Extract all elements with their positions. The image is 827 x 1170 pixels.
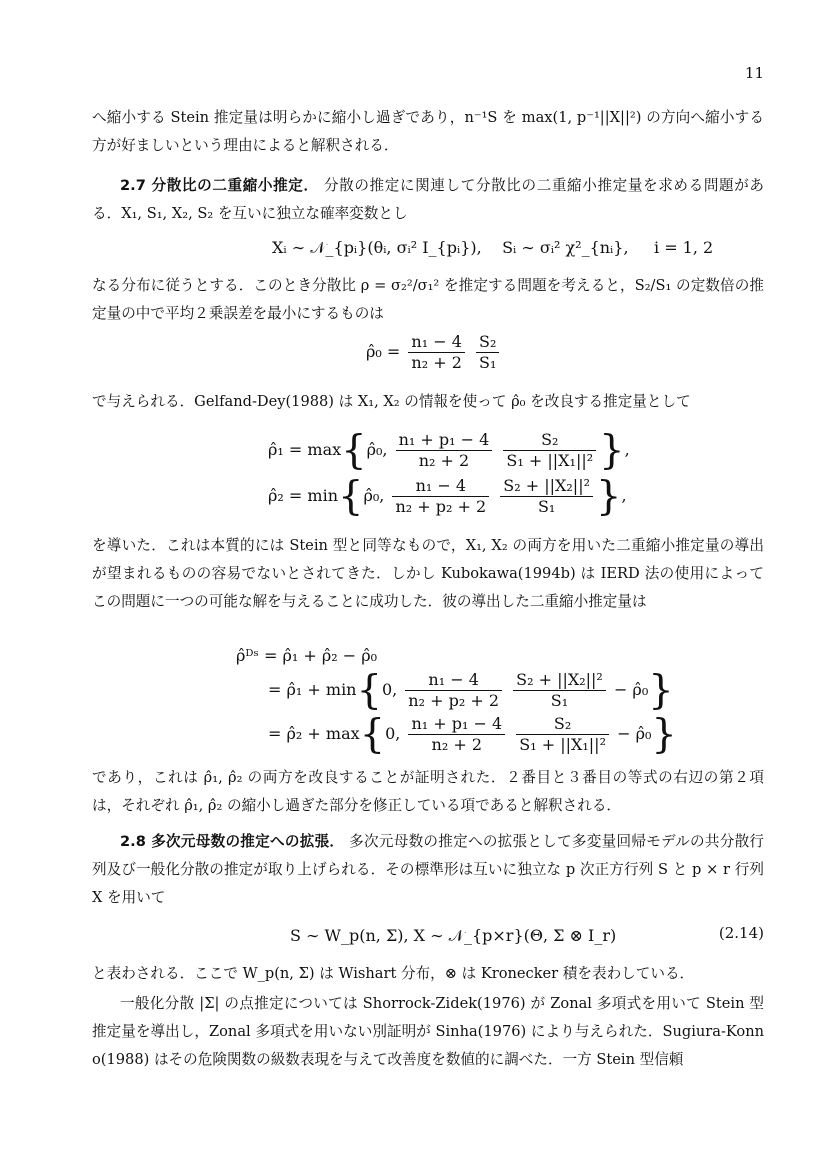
equation-ds-line3-first: 0, bbox=[385, 724, 401, 743]
equation-distribution bbox=[272, 236, 713, 260]
equation-ds-line3-lhs: = ρ̂₂ + max bbox=[268, 724, 360, 743]
fraction-denominator: S₁ bbox=[478, 353, 497, 372]
equation-ds-line1: ρ̂ᴰˢ = ρ̂₁ + ρ̂₂ − ρ̂₀ bbox=[236, 646, 378, 665]
fraction-numerator: n₁ + p₁ − 4 bbox=[396, 430, 493, 451]
equation-rho2-lhs: ρ̂₂ = min bbox=[268, 486, 338, 505]
paragraph-wishart-definition: と表わされる．ここで W_p(n, Σ) は Wishart 分布，⊗ は Kronecker 積を表わしている． bbox=[92, 965, 695, 982]
equation-rho1-first: ρ̂₀, bbox=[366, 440, 388, 459]
fraction-denominator: S₁ bbox=[537, 497, 556, 516]
fraction-denominator: S₁ + ||X₁||² bbox=[519, 735, 606, 754]
equation-ds-line2-first: 0, bbox=[381, 680, 398, 699]
fraction-numerator: n₁ − 4 bbox=[405, 670, 502, 691]
fraction-rho1-ratio bbox=[503, 430, 596, 471]
fraction-rho2-coef bbox=[392, 476, 489, 517]
equation-rho0-lhs: ρ̂₀ = bbox=[366, 342, 401, 361]
fraction-denominator: n₂ + p₂ + 2 bbox=[408, 691, 500, 710]
fraction-rho0-coef bbox=[408, 332, 464, 373]
equation-ds-line2-tail: − ρ̂₀ bbox=[613, 680, 649, 699]
equation-rho2-first: ρ̂₀, bbox=[363, 486, 385, 505]
page-number: 11 bbox=[744, 64, 764, 82]
equation-rho2: ρ̂₂ = min{ρ̂₀, $\frac{\text{n₁ − 4}}{\text{n₂ + p₂ + 2}}$ $\frac{\text{S₂ + ||X₂||²}}{\text{S₁}}$ }, bbox=[268, 473, 627, 520]
fraction-denominator: S₁ bbox=[550, 691, 569, 710]
fraction-rho2-ratio bbox=[500, 476, 593, 517]
section-2-8 bbox=[92, 828, 764, 912]
section-2-8-intro: 多次元母数の推定への拡張として多変量回帰モデルの共分散行列及び一般化分散の推定が取り上げられる．その標準形は互いに独立な p 次正方行列 S と p × r 行列 X を用いて bbox=[92, 833, 765, 906]
equation-dist-s: Sᵢ ∼ σᵢ² χ²_{nᵢ}, bbox=[502, 238, 629, 257]
fraction-denominator: S₁ + ||X₁||² bbox=[506, 451, 594, 470]
equation-rho1-lhs: ρ̂₁ = max bbox=[268, 440, 342, 459]
fraction-denominator: n₂ + 2 bbox=[431, 735, 483, 754]
fraction-numerator: n₁ − 4 bbox=[408, 332, 464, 353]
paragraph-stein-interpretation: へ縮小する Stein 推定量は明らかに縮小し過ぎであり，n⁻¹S を max(1, p⁻¹||X||²) の方向へ縮小する方が好ましいという理由によると解釈される． bbox=[92, 109, 764, 154]
equation-number: (2.14) bbox=[718, 924, 764, 942]
section-2-7-heading: 2.7 分散比の二重縮小推定． bbox=[120, 177, 319, 194]
section-2-8-heading: 2.8 多次元母数の推定への拡張． bbox=[120, 833, 345, 850]
equation-ds-line2: = ρ̂₁ + min{0, $\frac{\text{n₁ − 4}}{\text{n₂ + p₂ + 2}}$ $\frac{\text{S₂ + ||X₂||²}}{\text{S₁}}$ − ρ̂₀} bbox=[268, 667, 674, 714]
fraction-numerator: S₂ + ||X₂||² bbox=[513, 670, 606, 691]
equation-wishart: S ∼ W_p(n, Σ), X ∼ 𝒩_{p×r}(Θ, Σ ⊗ I_r) bbox=[290, 926, 617, 945]
fraction-rho0-ratio bbox=[476, 332, 499, 373]
fraction-numerator: n₁ + p₁ − 4 bbox=[408, 714, 505, 735]
equation-rho0 bbox=[366, 332, 502, 373]
equation-rho1: ρ̂₁ = max{ρ̂₀, $\frac{\text{n₁ + p₁ − 4}}{\text{n₂ + 2}}$ $\frac{\text{S₂}}{\text{S₁ + ||X₁||²}}$ }, bbox=[268, 427, 630, 474]
fraction-numerator: S₂ bbox=[476, 332, 499, 353]
fraction-numerator: S₂ + ||X₂||² bbox=[500, 476, 593, 497]
equation-ds-line3: = ρ̂₂ + max{0, $\frac{\text{n₁ + p₁ − 4}}{\text{n₂ + 2}}$ $\frac{\text{S₂}}{\text{S₁ + ||X₁||²}}$ − ρ̂₀} bbox=[268, 711, 677, 758]
equation-rho2-end: , bbox=[621, 486, 627, 505]
fraction-numerator: S₂ bbox=[516, 714, 609, 735]
equation-dist-x: Xᵢ ∼ 𝒩_{pᵢ}(θᵢ, σᵢ² I_{pᵢ}), bbox=[272, 238, 482, 257]
fraction-numerator: n₁ − 4 bbox=[392, 476, 489, 497]
fraction-numerator: S₂ bbox=[503, 430, 596, 451]
fraction-ds-line3-coef bbox=[408, 714, 505, 755]
fraction-denominator: n₂ + 2 bbox=[418, 451, 470, 470]
paragraph-gelfand-dey: で与えられる．Gelfand-Dey(1988) は X₁, X₂ の情報を使って ρ̂₀ を改良する推定量として bbox=[92, 393, 691, 410]
fraction-denominator: n₂ + 2 bbox=[411, 353, 462, 372]
paragraph-generalized-variance: 一般化分散 |Σ| の点推定については Shorrock-Zidek(1976) が Zonal 多項式を用いて Stein 型推定量を導出し，Zonal 多項式を用いない別証明が Sinha(1976) により与えられた．Sugiura-Konno(1988) はその危険関数の級数表現を与えて改善度を数値的に調べた．一方 Stein 型信頼 bbox=[92, 995, 764, 1068]
equation-rho1-end: , bbox=[624, 440, 630, 459]
fraction-denominator: n₂ + p₂ + 2 bbox=[395, 497, 487, 516]
paragraph-variance-ratio: なる分布に従うとする．このとき分散比 ρ = σ₂²/σ₁² を推定する問題を考えると，S₂/S₁ の定数倍の推定量の中で平均２乗誤差を最小にするものは bbox=[92, 277, 764, 322]
section-2-7-intro: 分散の推定に関連して分散比の二重縮小推定量を求める問題がある．X₁, S₁, X₂, S₂ を互いに独立な確率変数とし bbox=[92, 177, 764, 222]
section-2-7 bbox=[92, 172, 764, 228]
fraction-ds-line2-ratio bbox=[513, 670, 606, 711]
equation-dist-index: i = 1, 2 bbox=[653, 238, 714, 257]
equation-ds-line2-lhs: = ρ̂₁ + min bbox=[268, 680, 357, 699]
fraction-rho1-coef bbox=[396, 430, 493, 471]
equation-ds-line3-tail: − ρ̂₀ bbox=[617, 724, 652, 743]
paragraph-kubokawa: を導いた．これは本質的には Stein 型と同等なもので，X₁, X₂ の両方を用いた二重縮小推定量の導出が望まれるものの容易でないとされてきた．しかし Kubokawa(1994b) は IERD 法の使用によってこの問題に一つの可能な解を与えることに成功した．彼の導出した二重縮小推定量は bbox=[92, 537, 764, 610]
fraction-ds-line3-ratio bbox=[516, 714, 609, 755]
paragraph-improvement: であり，これは ρ̂₁, ρ̂₂ の両方を改良することが証明された．２番目と３番目の等式の右辺の第２項は，それぞれ ρ̂₁, ρ̂₂ の縮小し過ぎた部分を修正している項であると解釈される． bbox=[92, 769, 764, 814]
fraction-ds-line2-coef bbox=[405, 670, 502, 711]
